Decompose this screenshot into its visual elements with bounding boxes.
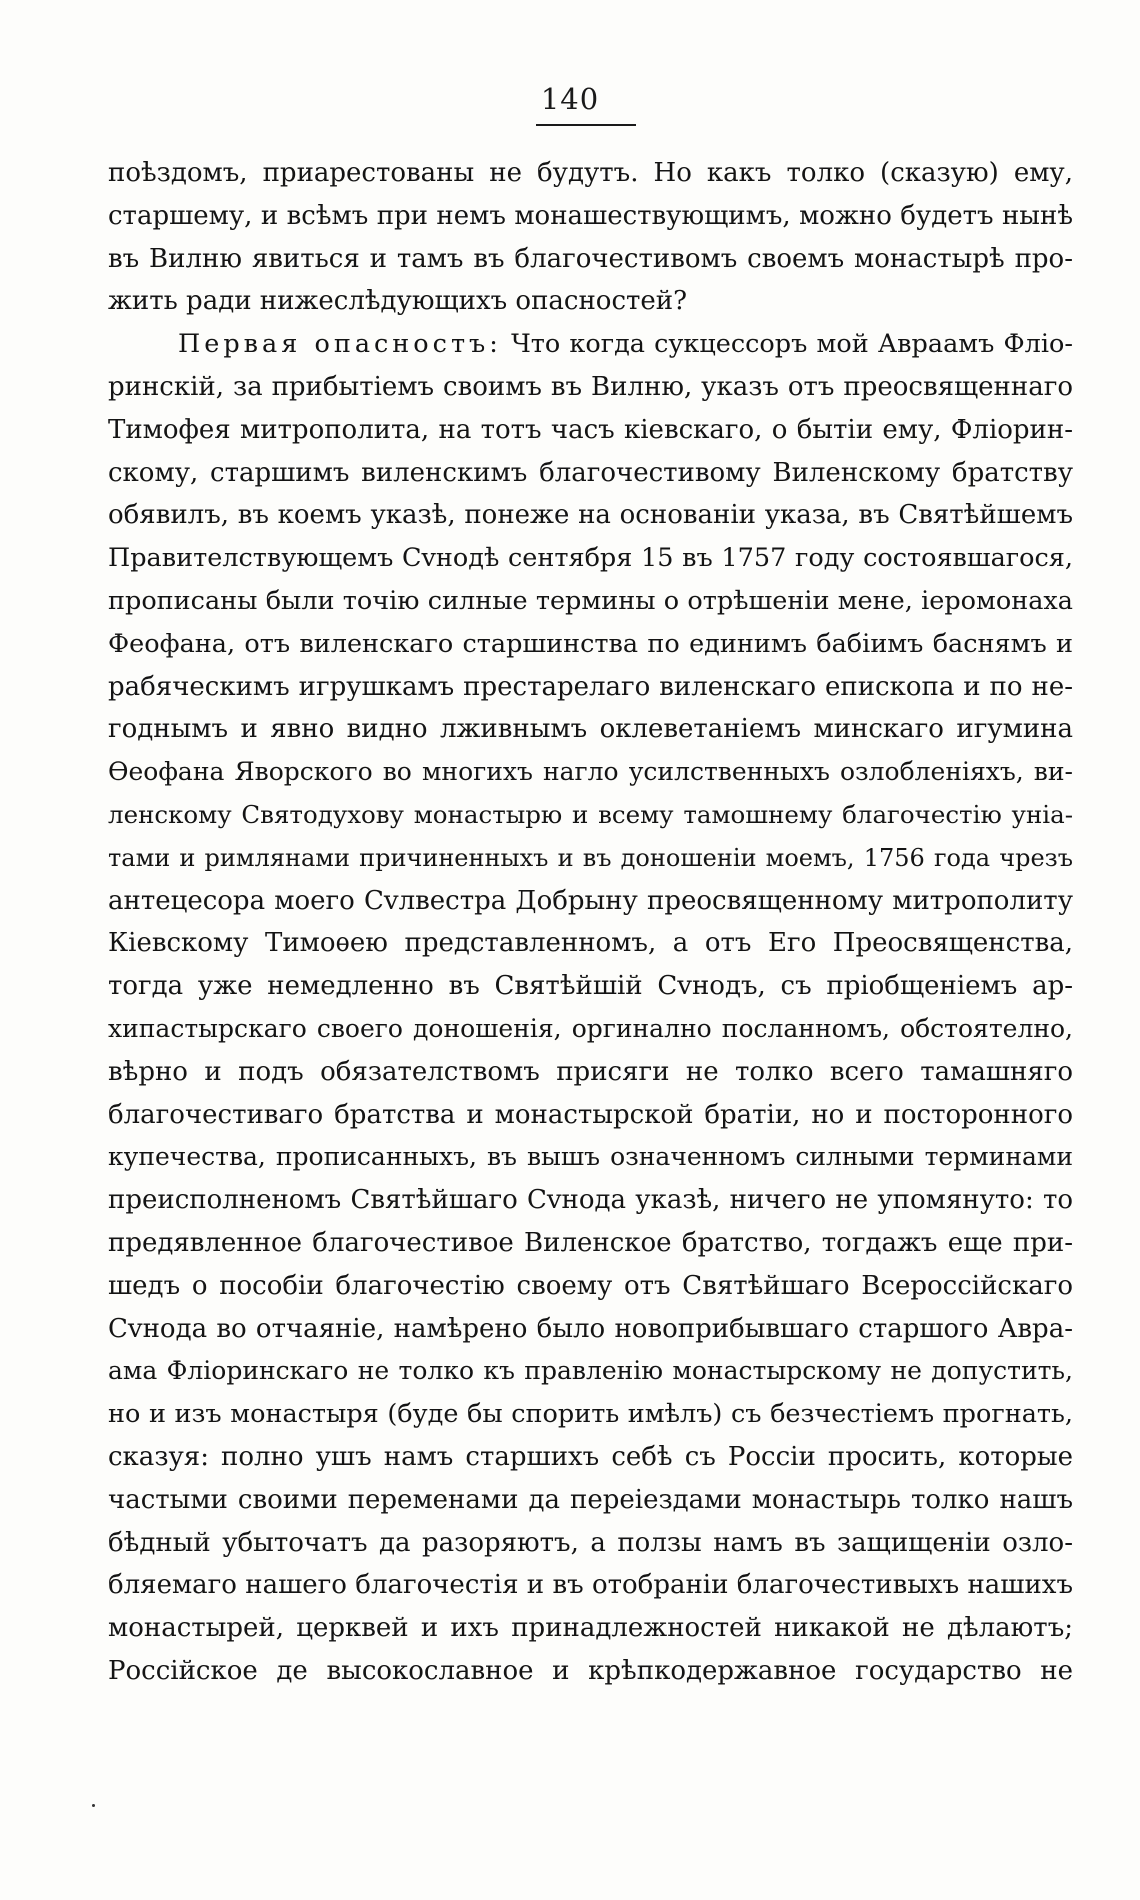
text-line: бѣдный убыточатъ да разоряютъ, а ползы намъ въ защищеніи озло-	[108, 1527, 1073, 1558]
text-line: Кіевскому Тимоѳею представленномъ, а отъ Его Преосвященства,	[108, 928, 1073, 959]
text-line: бляемаго нашего благочестія и въ отобраніи благочестивыхъ нашихъ	[108, 1570, 1073, 1601]
text-line: Ѳеофана Яворского во многихъ нагло усилственныхъ озлобленіяхъ, ви-	[108, 757, 1073, 787]
text-line-rest: Что когда сукцессоръ мой Авраамъ Фліо-	[511, 329, 1073, 360]
text-line: преисполненомъ Святѣйшаго Сvнода указѣ, ничего не упомянуто: то	[108, 1185, 1073, 1216]
text-line: въ Вилню явиться и тамъ въ благочестивомъ своемъ монастырѣ про-	[108, 243, 1073, 274]
text-line: ленскому Святодухову монастырю и всему тамошнему благочестію уніа-	[108, 799, 1073, 829]
text-line: тогда уже немедленно въ Святѣйшій Сvнодъ, съ пріобщеніемъ ар-	[108, 971, 1073, 1002]
text-line: хипастырскаго своего доношенія, оргинално посланномъ, обстоятелно,	[108, 1013, 1073, 1043]
text-line: жить ради нижеслѣдующихъ опасностей?	[108, 286, 688, 317]
text-line: предявленное благочестивое Виленское братство, тогдажъ еще при-	[108, 1227, 1073, 1258]
text-line: тами и римлянами причиненныхъ и въ доношеніи моемъ, 1756 года чрезъ	[108, 843, 1073, 872]
paragraph-2	[108, 323, 1073, 1693]
text-line: но и изъ монастыря (буде бы спорить имѣлъ) съ безчестіемъ прогнать,	[108, 1399, 1073, 1430]
text-line	[108, 323, 1073, 366]
text-line: благочестиваго братства и монастырской братіи, но и посторонного	[108, 1099, 1073, 1130]
text-line: Тимофея митрополита, на тотъ часъ кіевскаго, о бытіи ему, Фліорин-	[108, 414, 1073, 445]
text-line: купечества, прописанныхъ, въ вышъ означенномъ силными терминами	[108, 1142, 1073, 1172]
text-line: прописаны были точію силные термины о отрѣшеніи мене, іеромонаха	[108, 585, 1073, 616]
text-line: частыми своими переменами да переіездами монастырь толко нашъ	[108, 1484, 1073, 1515]
text-line: Сvнода во отчаяніе, намѣрено было новоприбывшаго старшого Авра-	[108, 1313, 1073, 1344]
text-line: обявилъ, въ коемъ указѣ, понеже на основаніи указа, въ Святѣйшемъ	[108, 500, 1073, 531]
text-line: скому, старшимъ виленскимъ благочестивому Виленскому братству	[108, 457, 1073, 488]
text-line: сказуя: полно ушъ намъ старшихъ себѣ съ Россіи просить, которые	[108, 1441, 1073, 1472]
text-line: Россійское де высокославное и крѣпкодержавное государство не	[108, 1655, 1073, 1686]
first-danger-heading: Первая опасностъ:	[178, 329, 502, 360]
text-line: антецесора моего Сvлвестра Добрыну преосвященному митрополиту	[108, 885, 1073, 916]
text-line: ама Фліоринскаго не толко къ правленію монастырскому не допустить,	[108, 1356, 1073, 1386]
ink-speck	[92, 1804, 95, 1807]
text-line: старшему, и всѣмъ при немъ монашествующимъ, можно будетъ нынѣ	[108, 200, 1073, 231]
page-number-rule	[536, 124, 636, 126]
page-number: 140	[540, 82, 600, 116]
text-line: поѣздомъ, приарестованы не будутъ. Но какъ толко (сказую) ему,	[108, 158, 1073, 188]
text-line: вѣрно и подъ обязателствомъ присяги не толко всего тамашняго	[108, 1056, 1073, 1087]
body-text	[108, 152, 1073, 1693]
text-line: монастырей, церквей и ихъ принадлежностей никакой не дѣлаютъ;	[108, 1613, 1073, 1644]
text-line: ринскій, за прибытіемъ своимъ въ Вилню, указъ отъ преосвященнаго	[108, 371, 1073, 402]
text-line: рабяческимъ игрушкамъ престарелаго виленскаго епископа и по не-	[108, 671, 1073, 702]
text-line: шедъ о пособіи благочестію своему отъ Святѣйшаго Всероссійскаго	[108, 1270, 1073, 1301]
paragraph-1	[108, 152, 1073, 323]
text-line: Правителствующемъ Сvнодѣ сентября 15 въ 1757 году состоявшагося,	[108, 543, 1073, 574]
text-line: Феофана, отъ виленскаго старшинства по единимъ бабіимъ баснямъ и	[108, 628, 1073, 659]
text-line: годнымъ и явно видно лживнымъ оклеветаніемъ минскаго игумина	[108, 714, 1073, 745]
